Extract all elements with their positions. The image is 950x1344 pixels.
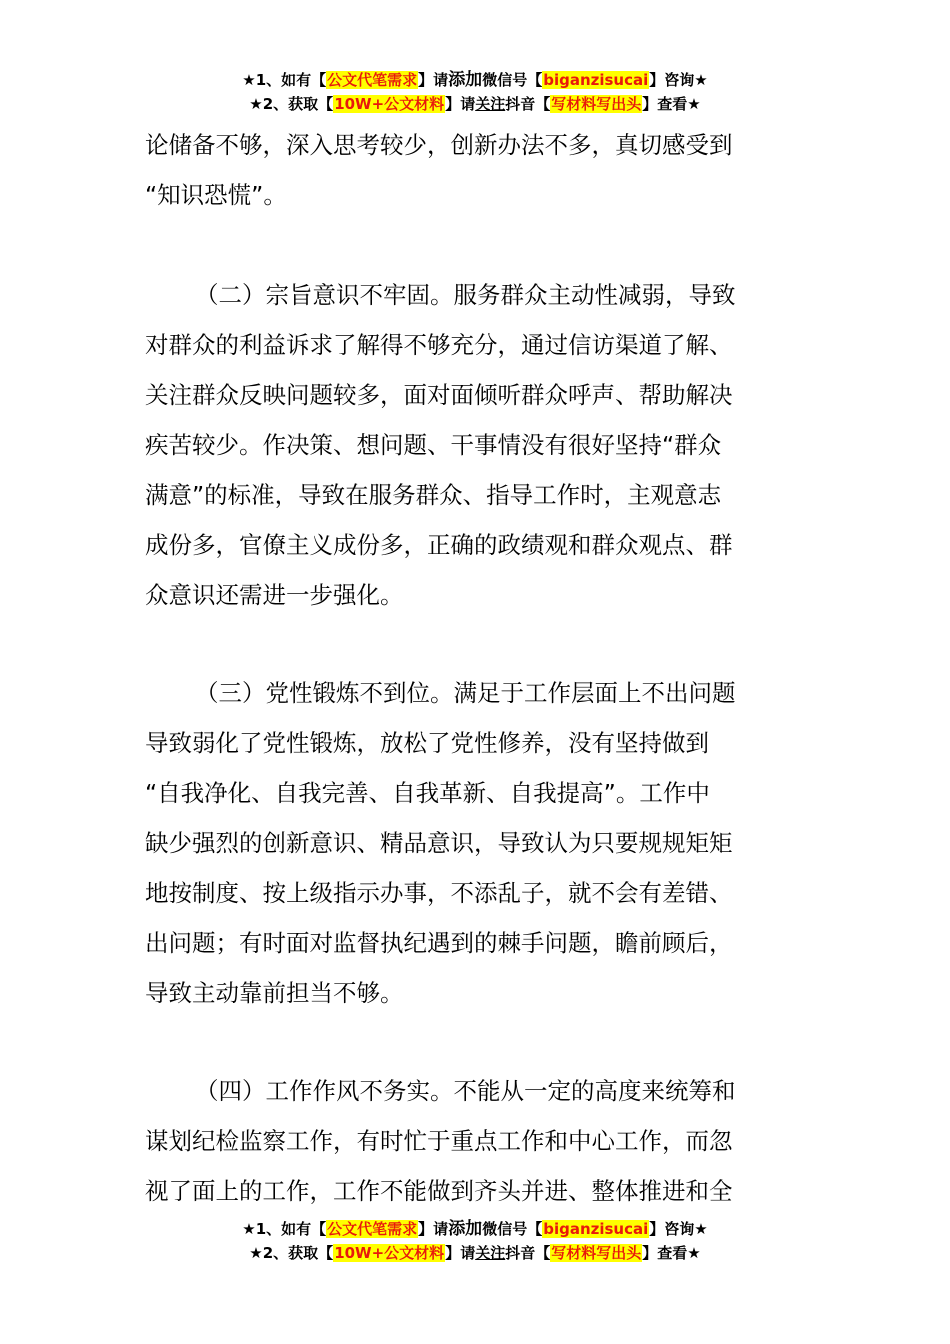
banner-highlight: 公文代笔需求 xyxy=(327,1220,418,1238)
text-line: 疾苦较少。作决策、想问题、干事情没有很好坚持“群众 xyxy=(145,431,722,459)
text-line: 导致弱化了党性锻炼，放松了党性修养，没有坚持做到 xyxy=(145,729,709,757)
text-line: 论储备不够，深入思考较少，创新办法不多，真切感受到 xyxy=(145,131,733,159)
banner-text: 微信号【 xyxy=(482,1220,543,1238)
banner-text: 】请 xyxy=(418,71,449,89)
section-heading-line: （四）工作作风不务实。不能从一定的高度来统筹和 xyxy=(195,1077,736,1105)
banner-line-2 xyxy=(0,93,950,117)
text-line: 众意识还需进一步强化。 xyxy=(145,581,404,609)
text-line: “知识恐慌”。 xyxy=(145,181,287,209)
banner-text: 】查看★ xyxy=(642,1244,701,1262)
text-line: 对群众的利益诉求了解得不够充分，通过信访渠道了解、 xyxy=(145,331,733,359)
paragraph-continuation xyxy=(145,120,810,220)
banner-text: ★2、获取【 xyxy=(249,1244,334,1262)
text-line: 关注群众反映问题较多，面对面倾听群众呼声、帮助解决 xyxy=(145,381,733,409)
text-line: 满意”的标准，导致在服务群众、指导工作时，主观意志 xyxy=(145,481,722,509)
banner-line-1 xyxy=(0,1218,950,1242)
banner-highlight: biganzisucai xyxy=(543,71,649,89)
banner-text: 抖音【 xyxy=(505,1244,551,1262)
text-line: 出问题；有时面对监督执纪遇到的棘手问题，瞻前顾后， xyxy=(145,929,733,957)
banner-text: ★2、获取【 xyxy=(249,95,334,113)
section-heading-line: （三）党性锻炼不到位。满足于工作层面上不出问题 xyxy=(195,679,736,707)
banner-text: 】咨询★ xyxy=(649,1220,708,1238)
banner-highlight: 公文代笔需求 xyxy=(327,71,418,89)
text-line: 视了面上的工作，工作不能做到齐头并进、整体推进和全 xyxy=(145,1177,733,1205)
banner-text: 】请 xyxy=(445,1244,476,1262)
text-line: 谋划纪检监察工作，有时忙于重点工作和中心工作，而忽 xyxy=(145,1127,733,1155)
banner-line-2 xyxy=(0,1242,950,1266)
banner-highlight: 写材料写出头 xyxy=(551,95,642,113)
paragraph-section-3 xyxy=(145,668,810,1018)
banner-text: 微信号【 xyxy=(482,71,543,89)
banner-text: 】请 xyxy=(418,1220,449,1238)
paragraph-section-4 xyxy=(145,1066,810,1216)
footer-banner xyxy=(0,1218,950,1266)
banner-emphasis: 关注 xyxy=(475,1244,506,1262)
header-banner xyxy=(0,69,950,117)
text-line: “自我净化、自我完善、自我革新、自我提高”。工作中 xyxy=(145,779,710,807)
banner-emphasis: 关注 xyxy=(475,95,506,113)
banner-emphasis: 添加 xyxy=(448,70,483,90)
banner-highlight: 10W+公文材料 xyxy=(334,1244,445,1262)
banner-line-1 xyxy=(0,69,950,93)
banner-text: ★1、如有【 xyxy=(242,71,327,89)
banner-highlight: 10W+公文材料 xyxy=(334,95,445,113)
banner-text: 抖音【 xyxy=(505,95,551,113)
text-line: 导致主动靠前担当不够。 xyxy=(145,979,404,1007)
banner-text: 】查看★ xyxy=(642,95,701,113)
banner-text: 】请 xyxy=(445,95,476,113)
banner-text: ★1、如有【 xyxy=(242,1220,327,1238)
banner-text: 】咨询★ xyxy=(649,71,708,89)
paragraph-section-2 xyxy=(145,270,810,620)
text-line: 地按制度、按上级指示办事，不添乱子，就不会有差错、 xyxy=(145,879,733,907)
banner-emphasis: 添加 xyxy=(448,1219,483,1239)
text-line: 缺少强烈的创新意识、精品意识，导致认为只要规规矩矩 xyxy=(145,829,733,857)
banner-highlight: biganzisucai xyxy=(543,1220,649,1238)
banner-highlight: 写材料写出头 xyxy=(551,1244,642,1262)
text-line: 成份多，官僚主义成份多，正确的政绩观和群众观点、群 xyxy=(145,531,733,559)
section-heading-line: （二）宗旨意识不牢固。服务群众主动性减弱，导致 xyxy=(195,281,736,309)
